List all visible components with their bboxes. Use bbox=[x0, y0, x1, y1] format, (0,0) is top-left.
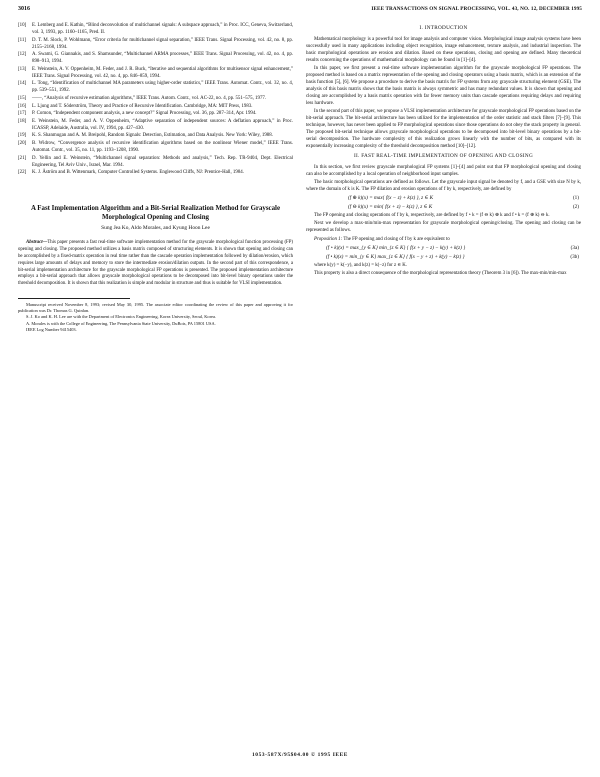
footnote: S. J. Ko and K. H. Lee are with the Department of Electronics Engineering, Korea University, Seoul, Korea. bbox=[26, 314, 217, 320]
reference-number: [13] bbox=[18, 66, 27, 72]
footnote: IEEE Log Number 9415403. bbox=[26, 326, 77, 332]
reference-number: [22] bbox=[18, 170, 27, 176]
paragraph: This property is also a direct consequence of the morphological representation theory (Theorem 3 in [6]). The max-min/min-max bbox=[314, 271, 567, 276]
reference-number: [17] bbox=[18, 111, 27, 117]
left-column bbox=[18, 22, 293, 333]
equation-text: (f • k)(x) = min_{y ∈ K} max_{z ∈ K} { f(x − y + z) + k(y) − k(z) } bbox=[326, 254, 465, 260]
reference-item bbox=[18, 80, 293, 94]
equation-text: (f ⊖ k)(x) = min{ f(x + z) − k(z) }, z ∈ K bbox=[348, 204, 433, 210]
equation bbox=[306, 244, 581, 253]
paragraph: where k(y) = k(−y), and k(z) = k(−z) for z ∈ K. bbox=[314, 263, 408, 268]
reference-text: P. Comon, “Independent component analysis, a new concept?” Signal Processing, vol. 36, pp. 287–314, Apr. 1994. bbox=[32, 111, 257, 117]
equation bbox=[306, 194, 581, 203]
reference-number: [19] bbox=[18, 133, 27, 139]
reference-text: K. J. Åström and B. Wittenmark, Computer Controlled Systems. Englewood Cliffs, NJ: Prentice-Hall, 1984. bbox=[32, 170, 244, 176]
reference-item bbox=[18, 22, 293, 36]
paragraph: In this section, we first review grayscale morphological FP systems [1]–[4] and point out that FP morphological opening and closing can also be accomplished by a local operation of neighborhood input samples. bbox=[306, 165, 581, 177]
reference-list bbox=[18, 22, 293, 176]
proposition-label: Proposition 1: bbox=[314, 237, 343, 242]
section-heading: I. INTRODUCTION bbox=[419, 25, 468, 31]
paragraph: In this paper, we first present a real-time software implementation algorithm for the grayscale morphological FP operations. The proposed method is based on a matrix representation of the opening and closing operators using a basis matrix, which is an extension of the basis function [5], [6]. We propose a procedure to derive the basis matrix for FP systems from any grayscale structuring element (GSE). The analysis of this basis matrix shows that the basis matrix is always symmetric and has many redundant values. It is shown that opening and closing are accomplished by a basis matrix operation with far fewer memory units than cascade operations requiring delays and requiring less hardware. bbox=[306, 66, 581, 106]
reference-number: [10] bbox=[18, 23, 27, 28]
page-header bbox=[0, 6, 600, 18]
paragraph: Mathematical morphology is a powerful tool for image analysis and computer vision. Morphological image analysis systems have been successfully used in many applications including object recognition, image enhancement, texture analysis, and industrial inspection. The basic morphological operations are erosion and dilation. Based on these operations, closing and opening are defined. Many theoretical results concerning the operations of mathematical morphology can be found in [1]–[4]. bbox=[306, 37, 581, 63]
reference-item bbox=[18, 118, 293, 132]
reference-item bbox=[18, 51, 293, 65]
reference-item bbox=[18, 103, 293, 110]
right-column bbox=[306, 22, 581, 278]
abstract-label: Abstract— bbox=[26, 240, 48, 246]
copyright-line: 1053-587X/95$04.00 © 1995 IEEE bbox=[251, 752, 348, 758]
proposition-text: The FP opening and closing of f by k are equivalent to bbox=[343, 237, 450, 242]
reference-number: [11] bbox=[18, 37, 26, 43]
reference-text: A. Swami, G. Giannakis, and S. Shamsunder, “Multichannel ARMA processes,” IEEE Trans. Signal Processing, vol. 42, no. 4, pp. 898–913, 1994. bbox=[32, 52, 293, 65]
equation-number: (1) bbox=[572, 195, 579, 201]
equation-number: (3a) bbox=[570, 245, 579, 251]
footnote: A. Morales is with the College of Engineering, The Pennsylvania State University, DuBois, PA 15801 USA. bbox=[26, 320, 216, 326]
abstract-text: This paper presents a fast real-time software implementation method for the grayscale morphological function processing (FP) opening and closing. The proposed method utilizes a basis matrix composed of structuring elements. It is shown that opening and closing can be accomplished by a fixed-matrix operation in real time rather than the cascade operation implementation followed by dilation/erosion, which requires large amounts of delays and memory to store the intermediate erosion/dilation outputs. In the second part of this correspondence, a bit-serial implementation architecture for the grayscale morphological FP operations is presented. The proposed implementation architecture employs a bit-serial approach that allows grayscale morphological operations to be decomposed into bit-level binary operations under the threshold decomposition. It is shown that this realization is simple and modular in structure and thus is suitable for VLSI implementation. bbox=[18, 240, 293, 287]
reference-number: [12] bbox=[18, 52, 27, 58]
equation bbox=[306, 253, 581, 262]
reference-item bbox=[18, 110, 293, 117]
reference-text: D. T. M. Slock, P. Wohlmann, “Error criteria for multichannel signal separation,” IEEE Trans. Signal Processing, vol. 42, no. 8, pp. 2155–2168, 1994. bbox=[32, 37, 293, 50]
equation-text: (f ∘ k)(x) = max_{y ∈ K} min_{z ∈ K} { f(x + y − z) − k(y) + k(z) } bbox=[326, 245, 466, 251]
reference-item bbox=[18, 169, 293, 176]
reference-item bbox=[18, 66, 293, 80]
reference-item bbox=[18, 95, 293, 102]
running-title: IEEE TRANSACTIONS ON SIGNAL PROCESSING, VOL. 43, NO. 12, DECEMBER 1995 bbox=[371, 6, 582, 12]
reference-text: E. Weinstein, M. Feder, and A. V. Oppenheim, “Adaptive separation of independent sources: A deflation approach,” in Proc. ICASSP, Adelaide, Australia, vol. IV, 1994, pp. 427–430. bbox=[32, 118, 293, 131]
reference-text: D. Yellin and E. Weinstein, “Multichannel signal separation: Methods and analysis,” Tech. Rep. TR-9404, Dept. Electrical Engineering, Tel Aviv Univ., Israel, Mar. 1994. bbox=[32, 155, 293, 168]
reference-number: [18] bbox=[18, 118, 27, 124]
reference-number: [16] bbox=[18, 103, 27, 109]
paper-authors: Sung Jea Ko, Aldo Morales, and Kyung Hoon Lee bbox=[101, 225, 210, 232]
reference-item bbox=[18, 155, 293, 169]
equation-text: (f ⊕ k)(x) = max{ f(x − z) + k(z) }, z ∈ K bbox=[348, 195, 434, 201]
equation bbox=[306, 203, 581, 212]
footnote: Manuscript received November 8, 1993; revised May 30, 1995. The associate editor coordinating the review of this paper and approving it for publication was Dr. Thomas G. Quinlan. bbox=[18, 302, 293, 314]
reference-text: L. Tong, “Identification of multichannel MA parameters using higher-order statistics,” IEEE Trans. Automat. Contr., vol. 32, no. 4, pp. 539–551, 1992. bbox=[32, 81, 293, 94]
abstract bbox=[18, 240, 293, 288]
reference-number: [20] bbox=[18, 140, 27, 146]
reference-number: [14] bbox=[18, 81, 27, 87]
reference-item bbox=[18, 132, 293, 139]
section-heading: II. FAST REAL-TIME IMPLEMENTATION OF OPENING AND CLOSING bbox=[353, 153, 533, 159]
equation-number: (3b) bbox=[570, 254, 579, 260]
reference-text: K. S. Shanmugan and A. M. Breipohl, Random Signals: Detection, Estimation, and Data Analysis. New York: Wiley, 1988. bbox=[32, 133, 273, 139]
paragraph: The FP opening and closing operations of f by k, respectively, are defined by f ∘ k = (f ⊖ k) ⊕ k and f • k = (f ⊕ k) ⊖ k. bbox=[314, 213, 550, 218]
reference-text: ——, “Analysis of recursive estimation algorithms,” IEEE Trans. Autom. Contr., vol. AC-22, no. 4, pp. 551–575, 1977. bbox=[32, 95, 267, 101]
reference-item bbox=[18, 140, 293, 154]
paragraph: In the second part of this paper, we propose a VLSI implementation architecture for grayscale morphological FP operations based on the bit-serial approach. The bit-serial architecture has been utilized for the implementation of the order statistic and stack filters [7]–[9]. This technique, however, has never been applied to FP morphological operations since those operations do not obey the stack property in general. The proposed bit-serial technique allows grayscale morphological operations to be decomposed into bit-level binary operations by a bit-serial decomposition. The hardware complexity of this realization grows linearly with the number of bits, as compared with its exponentially increasing complexity of the threshold decomposition method [10]–[12]. bbox=[306, 109, 581, 149]
page-number: 3016 bbox=[18, 6, 30, 12]
reference-text: E. Lemberg and E. Kathin, “Blind deconvolution of multichannel signals: A subspace approach,” in Proc. ICC, Geneva, Switzerland, vol. 3, 1993, pp. 1160–1165, Pred. II. bbox=[32, 23, 293, 35]
paper-title: A Fast Implementation Algorithm and a Bit-Serial Realization Method for Grayscale Morphological Opening and Closing bbox=[30, 205, 281, 222]
reference-number: [21] bbox=[18, 155, 27, 161]
reference-number: [15] bbox=[18, 95, 27, 101]
paragraph: Next we develop a max-min/min-max representation for grayscale morphological opening/closing. The opening and closing can be represented as follows. bbox=[306, 221, 581, 233]
reference-text: B. Widrow, “Convergence analysis of recursive identification algorithms based on the nonlinear Wiener model,” IEEE Trans. Automat. Contr., vol. 35, no. 11, pp. 1193–1208, 1990. bbox=[32, 140, 293, 153]
reference-text: E. Weinstein, A. V. Oppenheim, M. Feder, and J. R. Buck, “Iterative and sequential algorithms for multisensor signal enhancement,” IEEE Trans. Signal Processing, vol. 42, no. 4, pp. 846–859, 1994. bbox=[32, 66, 293, 79]
paragraph: The basic morphological operations are defined as follows. Let the grayscale input signal be denoted by f, and a GSE with size N by k, where the domain of k is K. The FP dilation and erosion operations of f by k, respectively, are defined by bbox=[306, 180, 581, 192]
proposition bbox=[306, 236, 581, 243]
reference-text: L. Ljung and T. Söderström, Theory and Practice of Recursive Identification. Cambridge, MA: MIT Press, 1983. bbox=[32, 103, 253, 109]
reference-item bbox=[18, 37, 293, 51]
equation-number: (2) bbox=[572, 204, 579, 210]
